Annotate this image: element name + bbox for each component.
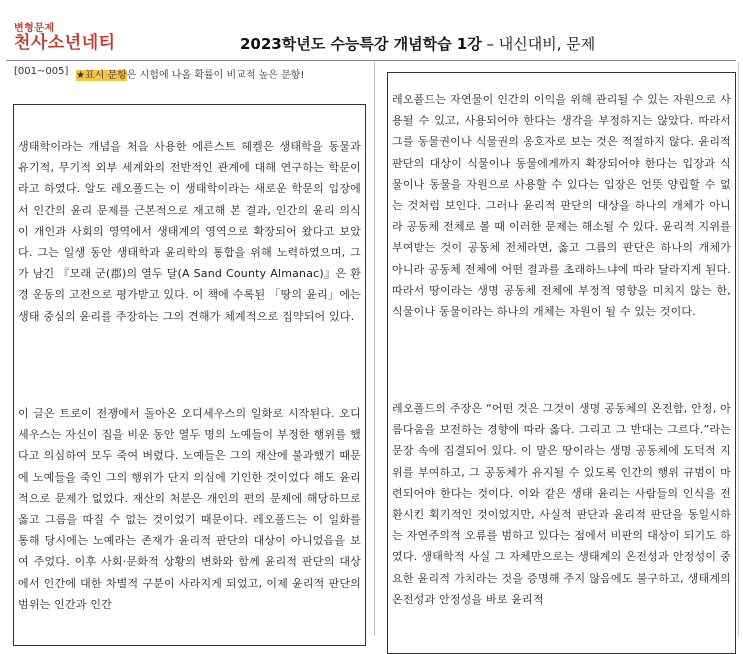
passage-paragraph-4: 레오폴드의 주장은 “어떤 것은 그것이 생명 공동체의 온전함, 안정, 아름다움을 보전하는 경향에 따라 옳다. 그리고 그 반대는 그르다.”라는 문장 속에 집결되어 있다. 이 말은 땅이라는 생명 공동체에 도덕적 지위를 부여하고, 그 공동체가 유지될 수 있도록 인간의 행위 규범이 마련되어야 한다는 것이다. 이와 같은 생태 윤리는 사람들의 인식을 전환시킨 획기적인 것이었지만, 사실적 판단과 윤리적 판단을 동일시하는 자연주의적 오류를 범하고 있다는 점에서 비판의 대상이 되기도 하였다. 생태학적 사실 그 자체만으로는 생태계의 온전성과 안정성이 중요한 윤리적 가치라는 것을 증명해 주지 않음에도 불구하고, 생태계의 온전성과 안정성을 바로 윤리적 [392, 402, 731, 606]
question-range: [001~005] [14, 66, 69, 77]
page-title [240, 33, 595, 54]
title-main: 2023학년도 수능특강 개념학습 1강 [240, 35, 482, 53]
column-divider [374, 62, 375, 636]
header-divider [6, 60, 736, 61]
brand-logo [14, 24, 116, 52]
star-notice [76, 66, 304, 81]
logo-title: 천사소년네티 [14, 33, 116, 53]
logo-subtitle: 변형문제 [14, 23, 55, 34]
page-header [0, 0, 743, 62]
title-suffix: – 내신대비, 문제 [481, 35, 596, 53]
star-highlight: ★표시 문항 [76, 70, 127, 81]
passage-paragraph-3: 레오폴드는 자연물이 인간의 이익을 위해 관리될 수 있는 자원으로 사용될 수 있고, 사용되어야 한다는 생각을 부정하지는 않았다. 따라서 그를 동물권이나 식물권의 옹호자로 보는 것은 적절하지 않다. 윤리적 판단의 대상이 식물이나 동물에게까지 확장되어야 한다는 입장과 식물이나 동물을 자원으로 사용할 수 있다는 입장은 언뜻 양립할 수 없는 것처럼 보인다. 그러나 윤리적 판단의 대상을 하나의 개체가 아니라 공동체 전체로 볼 때 이러한 문제는 해소될 수 있다. 윤리적 지위를 부여받는 것이 공동체 전체라면, 옳고 그름의 판단은 하나의 개체가 아니라 공동체 전체에 어떤 결과를 초래하느냐에 따라 달라지게 된다. 따라서 땅이라는 생명 공동체 전체에 부정적 영향을 미치지 않는 한, 식물이나 동물이라는 하나의 개체는 자원이 될 수 있는 것이다. [392, 93, 731, 319]
page-edge-line [738, 62, 739, 636]
passage-box-right [387, 72, 736, 654]
star-notice-text: 은 시험에 나올 확률이 비교적 높은 문항! [126, 70, 305, 81]
passage-paragraph-1: 생태학이라는 개념을 처음 사용한 에른스트 헤켈은 생태학을 동물과 유기적, 무기적 외부 세계와의 전반적인 관계에 대해 연구하는 학문이라고 하였다. 알도 레오폴드는 이 생태학이라는 새로운 학문의 입장에서 인간의 윤리 문제를 근본적으로 재고해 본 결과, 인간의 윤리 의식이 개인과 사회의 영역에서 생태계의 영역으로 확장되어 왔다고 보았다. 그는 일생 동안 생태학과 윤리학의 통합을 위해 노력하였으며, 그가 남긴 『모래 군(郡)의 열두 달(A Sand County Almanac)』은 환경 운동의 고전으로 평가받고 있다. 이 책에 수록된 「땅의 윤리」에는 생태 중심의 윤리를 주장하는 그의 견해가 체계적으로 집약되어 있다. [18, 140, 361, 323]
passage-paragraph-2: 이 글은 트로이 전쟁에서 돌아온 오디세우스의 일화로 시작된다. 오디세우스는 자신이 집을 비운 동안 열두 명의 노예들이 부정한 행위를 했다고 의심하여 모두 죽여 버렸다. 노예들은 그의 재산에 불과했기 때문에 노예들을 죽인 그의 행위가 단지 의심에 기인한 것이었다 해도 윤리적으로 문제가 없었다. 재산의 처분은 개인의 편의 문제에 해당하므로 옳고 그름을 따질 수 없는 것이었기 때문이다. 레오폴드는 이 일화를 통해 당시에는 노예라는 존재가 윤리적 판단의 대상이 아니었음을 보여 주었다. 이후 사회·문화적 상황의 변화와 함께 윤리적 판단의 대상에서 인간에 대한 차별적 구분이 사라지게 되었고, 이제 윤리적 판단의 범위는 인간과 인간 [18, 407, 361, 611]
passage-box-left [13, 104, 366, 646]
